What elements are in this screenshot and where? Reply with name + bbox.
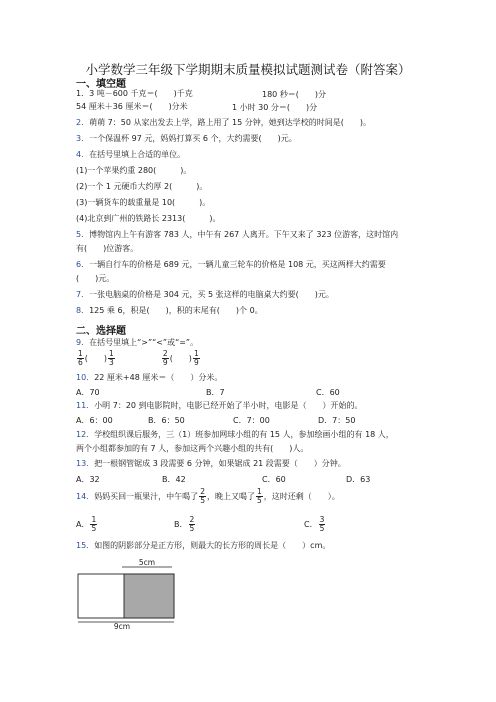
q13-option-c: C．60 xyxy=(262,475,286,484)
q5b: 有( )位游客。 xyxy=(76,244,139,253)
q15-rectangle-figure xyxy=(70,555,190,635)
q14-option-b: B． $\frac{2}{5}$ xyxy=(174,515,195,533)
q13-option-a: A．32 xyxy=(76,475,100,484)
q15: 15．如图的阴影部分是正方形，则最大的长方形的周长是（ ）cm。 xyxy=(76,541,331,550)
q11-option-c: C．7：00 xyxy=(233,416,270,425)
bottom-dimension-label: 9cm xyxy=(113,622,131,631)
q14-frac-2-5: $\frac{2}{5}$ xyxy=(200,487,205,505)
q14: 14．妈妈买回一瓶果汁，中午喝了 $\frac{2}{5}$ ，晚上又喝了 $\frac{1}{5}$ ，这时还剩（ ）。 xyxy=(76,487,340,505)
q4-1: (1)一个苹果约重 280( )。 xyxy=(76,166,192,175)
q9-frac-2-9: $\frac{2}{9}$ xyxy=(162,349,168,367)
q10-option-b: B．7 xyxy=(206,388,225,397)
q2: 2．萌萌 7：50 从家出发去上学，路上用了 15 分钟，她到达学校的时间是( )。 xyxy=(76,118,371,127)
q1d: 1 小时 30 分＝( )分 xyxy=(232,103,318,112)
q9-frac-1-3: $\frac{1}{3}$ xyxy=(109,349,114,367)
q11-option-a: A．6：00 xyxy=(76,416,113,425)
q4-4: (4)北京到广州的铁路长 2313( )。 xyxy=(76,214,221,223)
q4: 4．在括号里填上合适的单位。 xyxy=(76,150,186,159)
q8: 8．125 乘 6，积是( )，积的末尾有( )个 0。 xyxy=(76,306,263,315)
q1c: 54 厘米＋36 厘米＝( )分米 xyxy=(76,102,188,111)
q12a: 12．学校组织课后服务，三（1）班参加网球小组的有 15 人，参加绘画小组的有 18 人， xyxy=(76,430,394,439)
q4-2: (2)一个 1 元硬币大约厚 2( )。 xyxy=(76,182,208,191)
q10-option-c: C．60 xyxy=(316,388,340,397)
q13-option-b: B．42 xyxy=(162,475,186,484)
section-fill-blank: 一、填空题 xyxy=(76,79,126,90)
q9-fractions: $\frac{1}{6}$ ( ) $\frac{1}{3}$ $\frac{2}{9}$ ( ) $\frac{1}{9}$ xyxy=(78,349,199,367)
q9: 9．在括号里填上“>”“<”或“=”。 xyxy=(76,338,199,347)
q9-frac-1-9: $\frac{1}{9}$ xyxy=(193,349,199,367)
q6b: ( )元。 xyxy=(76,274,115,283)
shaded-square xyxy=(124,574,174,618)
q7: 7．一张电脑桌的价格是 304 元，买 5 张这样的电脑桌大约要( )元。 xyxy=(76,290,334,299)
q6a: 6．一辆自行车的价格是 689 元，一辆儿童三轮车的价格是 108 元，买这两样大约需要 xyxy=(76,260,386,269)
q10-option-a: A．70 xyxy=(76,388,100,397)
q4-3: (3)一辆货车的载重量是 10( )。 xyxy=(76,198,211,207)
q9-frac-1-6: $\frac{1}{6}$ xyxy=(78,349,83,367)
page-title: 小学数学三年级下学期期末质量模拟试题测试卷（附答案） xyxy=(85,62,411,77)
q1b: 180 秒＝( )分 xyxy=(262,90,327,99)
q1a: 1．3 吨－600 千克＝( )千克 xyxy=(76,89,193,98)
q3: 3．一个保温杯 97 元，妈妈打算买 6 个，大约需要( )元。 xyxy=(76,134,297,143)
q14-option-c: C． $\frac{3}{5}$ xyxy=(304,515,325,533)
q13: 13．把一根钢管锯成 3 段需要 6 分钟，如果锯成 21 段需要（ ）分钟。 xyxy=(76,459,346,468)
q10: 10．22 厘米+48 厘米＝（ ）分米。 xyxy=(76,373,223,382)
q11-option-d: D．7：50 xyxy=(318,416,356,425)
q13-option-d: D．63 xyxy=(346,475,371,484)
q12b: 两个小组都参加的有 7 人，参加这两个兴趣小组的共有( )人。 xyxy=(76,444,309,453)
top-dimension-label: 5cm xyxy=(138,558,156,567)
q5a: 5．博物馆内上午有游客 783 人，中午有 267 人离开。下午又来了 323 位游客，这时馆内 xyxy=(76,230,399,239)
q11: 11．小明 7：20 到电影院时，电影已经开始了半小时，电影是（ ）开始的。 xyxy=(76,401,363,410)
section-choice: 二、选择题 xyxy=(76,326,126,337)
q11-option-b: B．6：50 xyxy=(148,416,185,425)
q14-option-a: A． $\frac{1}{5}$ xyxy=(76,515,97,533)
q14-frac-1-5: $\frac{1}{5}$ xyxy=(256,487,262,505)
